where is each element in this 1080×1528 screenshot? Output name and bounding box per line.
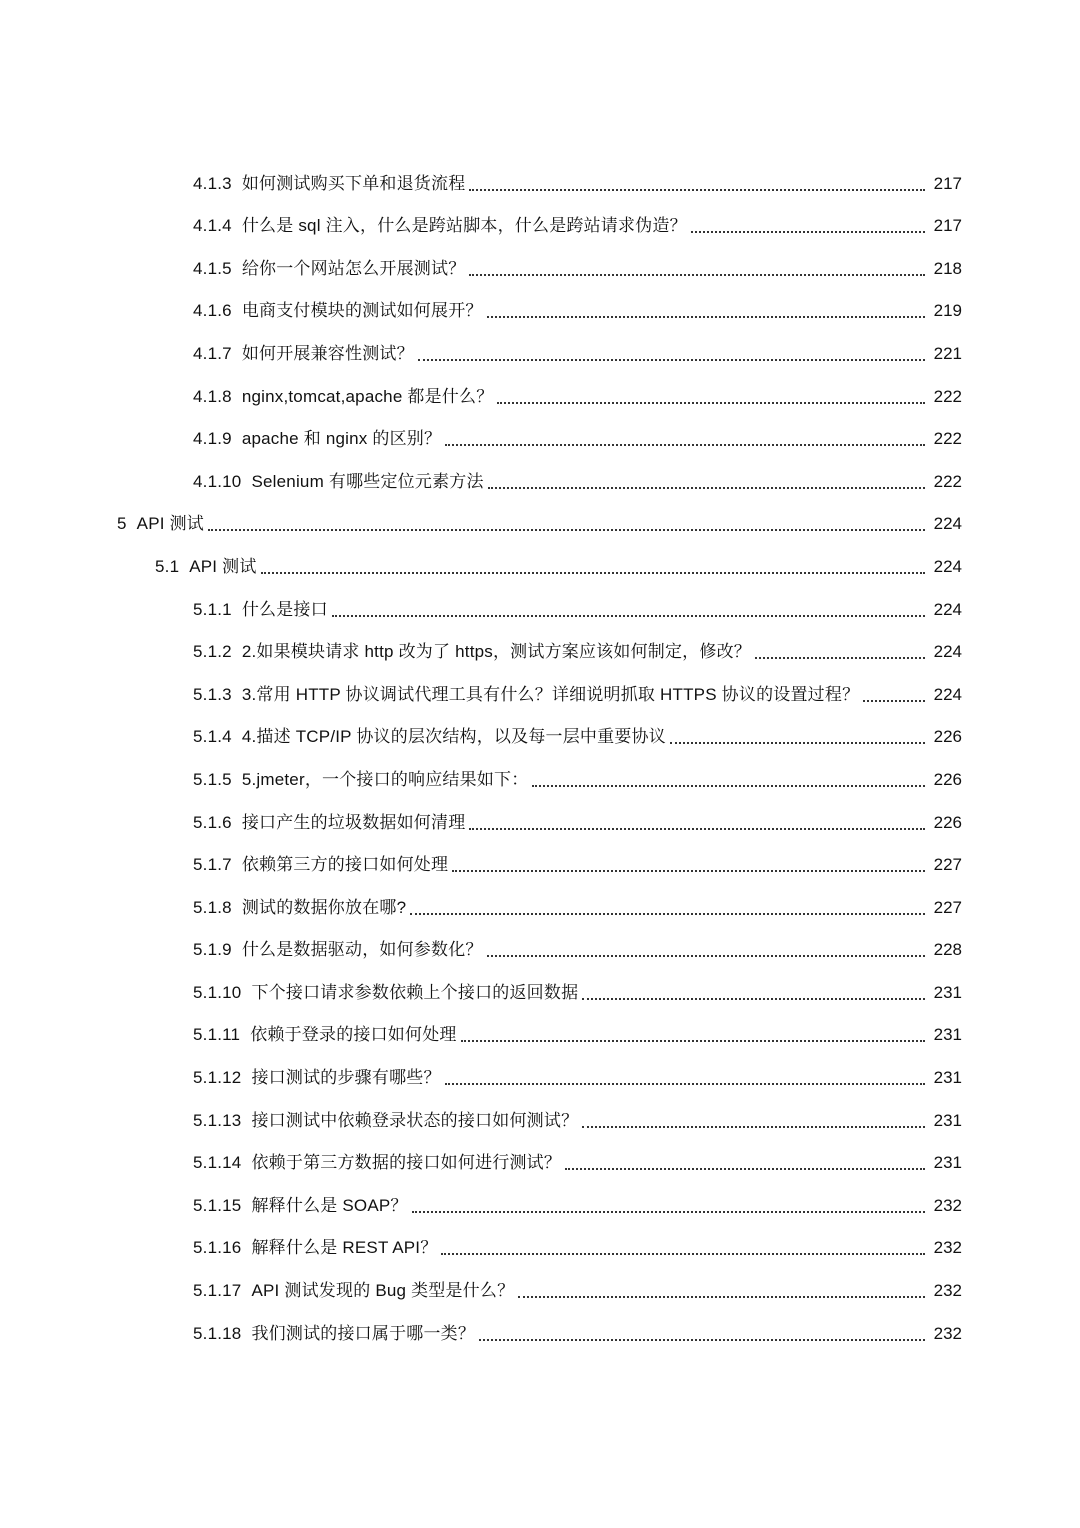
- toc-entry[interactable]: [0, 1310, 1080, 1353]
- toc-entry-text: [193, 812, 465, 834]
- toc-entry-title: 4.描述 TCP/IP 协议的层次结构，以及每一层中重要协议: [241, 727, 666, 747]
- toc-entry[interactable]: [0, 160, 1080, 203]
- toc-entry-number: 5.1.14: [193, 1153, 242, 1173]
- toc-dot-leader: [445, 1082, 925, 1085]
- toc-dot-leader: [582, 1125, 925, 1128]
- toc-dot-leader: [469, 827, 925, 830]
- toc-entry[interactable]: [0, 927, 1080, 970]
- toc-page-number: 226: [933, 812, 962, 832]
- toc-dot-leader: [461, 1039, 925, 1042]
- toc-entry-title: 接口产生的垃圾数据如何清理: [241, 812, 466, 832]
- toc-dot-leader: [487, 315, 925, 318]
- toc-entry-text: [193, 428, 441, 450]
- toc-entry[interactable]: [0, 842, 1080, 885]
- toc-dot-leader: [518, 1295, 925, 1298]
- toc-entry-title: 解释什么是 REST API？: [251, 1238, 438, 1258]
- toc-entry-text: [117, 513, 204, 535]
- toc-entry[interactable]: [0, 543, 1080, 586]
- toc-entry[interactable]: [0, 1225, 1080, 1268]
- toc-entry[interactable]: [0, 671, 1080, 714]
- toc-entry-number: 4.1.7: [193, 343, 232, 363]
- toc-page-number: 222: [933, 471, 962, 491]
- toc-entry-text: [155, 556, 257, 578]
- toc-page-number: 224: [933, 556, 962, 576]
- toc-page-number: 227: [933, 897, 962, 917]
- toc-entry-text: [193, 769, 528, 791]
- toc-dot-leader: [445, 443, 925, 446]
- toc-entry-title: 什么是数据驱动，如何参数化？: [241, 940, 483, 960]
- toc-entry[interactable]: [0, 586, 1080, 629]
- toc-entry-title: 接口测试中依赖登录状态的接口如何测试？: [251, 1110, 579, 1130]
- toc-entry-text: [193, 1024, 457, 1046]
- toc-entry-title: API 测试发现的 Bug 类型是什么？: [251, 1281, 515, 1301]
- toc-entry-text: [193, 1280, 514, 1302]
- toc-entry-number: 4.1.5: [193, 258, 232, 278]
- toc-entry-text: [193, 471, 484, 493]
- toc-page-number: 228: [933, 940, 962, 960]
- toc-page-number: 232: [933, 1238, 962, 1258]
- toc-entry-text: [193, 1195, 408, 1217]
- toc-entry[interactable]: [0, 969, 1080, 1012]
- toc-page-number: 226: [933, 727, 962, 747]
- toc-entry-title: 电商支付模块的测试如何展开？: [241, 301, 483, 321]
- toc-page-number: 224: [933, 514, 962, 534]
- toc-entry-number: 4.1.3: [193, 173, 232, 193]
- toc-entry-title: 测试的数据你放在哪?: [241, 897, 407, 917]
- toc-entry-number: 5.1.5: [193, 769, 232, 789]
- toc-dot-leader: [863, 699, 925, 702]
- toc-entry-number: 5.1.10: [193, 982, 242, 1002]
- toc-entry-title: 依赖于登录的接口如何处理: [250, 1025, 457, 1045]
- toc-entry-title: 5.jmeter，一个接口的响应结果如下：: [241, 769, 529, 789]
- toc-page-number: 231: [933, 1110, 962, 1130]
- toc-entry[interactable]: [0, 1012, 1080, 1055]
- toc-entry-text: [193, 1067, 441, 1089]
- toc-entry[interactable]: [0, 1097, 1080, 1140]
- toc-entry[interactable]: [0, 458, 1080, 501]
- toc-dot-leader: [469, 188, 925, 191]
- toc-entry-number: 4.1.10: [193, 471, 242, 491]
- toc-entry-number: 5.1.12: [193, 1068, 242, 1088]
- toc-entry-text: [193, 982, 578, 1004]
- toc-page-number: 231: [933, 1153, 962, 1173]
- toc-entry-title: nginx,tomcat,apache 都是什么？: [241, 386, 494, 406]
- toc-entry-text: [193, 726, 666, 748]
- toc-page-number: 232: [933, 1323, 962, 1343]
- toc-page-number: 231: [933, 982, 962, 1002]
- toc-dot-leader: [487, 954, 925, 957]
- toc-entry-number: 4.1.6: [193, 301, 232, 321]
- toc-entry-title: API 测试: [136, 514, 204, 534]
- toc-entry[interactable]: [0, 245, 1080, 288]
- toc-dot-leader: [412, 1210, 925, 1213]
- toc-dot-leader: [691, 230, 925, 233]
- toc-dot-leader: [670, 741, 925, 744]
- toc-page-number: 217: [933, 216, 962, 236]
- toc-entry-text: [193, 684, 859, 706]
- toc-entry-number: 4.1.8: [193, 386, 232, 406]
- toc-entry-text: [193, 173, 465, 195]
- toc-entry-number: 5.1.13: [193, 1110, 242, 1130]
- toc-dot-leader: [452, 869, 925, 872]
- toc-entry-title: 如何开展兼容性测试？: [241, 343, 414, 363]
- toc-entry-text: [193, 386, 493, 408]
- toc-page-number: 231: [933, 1025, 962, 1045]
- toc-entry-text: [193, 1237, 437, 1259]
- toc-entry[interactable]: [0, 1140, 1080, 1183]
- toc-page-number: 226: [933, 769, 962, 789]
- toc-entry-title: 接口测试的步骤有哪些？: [251, 1068, 441, 1088]
- toc-entry-text: [193, 641, 751, 663]
- toc-page-number: 219: [933, 301, 962, 321]
- toc-entry-text: [193, 258, 465, 280]
- toc-entry[interactable]: [0, 288, 1080, 331]
- toc-entry-number: 5.1.9: [193, 940, 232, 960]
- toc-dot-leader: [332, 614, 925, 617]
- toc-entry-number: 5.1.4: [193, 727, 232, 747]
- toc-entry-text: [193, 343, 414, 365]
- toc-dot-leader: [441, 1252, 925, 1255]
- toc-entry-number: 5.1.7: [193, 855, 232, 875]
- toc-page-number: 232: [933, 1281, 962, 1301]
- toc-entry-title: 给你一个网站怎么开展测试？: [241, 258, 466, 278]
- toc-dot-leader: [532, 784, 925, 787]
- toc-page-number: 232: [933, 1195, 962, 1215]
- toc-entry-number: 5.1.6: [193, 812, 232, 832]
- toc-entry-title: 如何测试购买下单和退货流程: [241, 173, 466, 193]
- toc-page-number: 224: [933, 599, 962, 619]
- toc-entry-number: 5.1.2: [193, 642, 232, 662]
- toc-entry-title: 解释什么是 SOAP？: [251, 1195, 408, 1215]
- toc-entry-text: [193, 939, 483, 961]
- toc-entry-number: 5.1: [155, 556, 180, 576]
- toc-page-number: 217: [933, 173, 962, 193]
- toc-entry-title: 3.常用 HTTP 协议调试代理工具有什么？详细说明抓取 HTTPS 协议的设置过程？: [241, 684, 860, 704]
- toc-dot-leader: [497, 401, 925, 404]
- toc-entry-text: [193, 300, 483, 322]
- toc-entry[interactable]: [0, 203, 1080, 246]
- toc-entry-title: apache 和 nginx 的区别？: [241, 429, 442, 449]
- toc-entry[interactable]: [0, 1267, 1080, 1310]
- toc-entry-number: 5.1.18: [193, 1323, 242, 1343]
- toc-dot-leader: [565, 1167, 925, 1170]
- toc-entry-number: 5.1.3: [193, 684, 232, 704]
- toc-entry-title: 我们测试的接口属于哪一类？: [251, 1323, 476, 1343]
- toc-entry-number: 5.1.17: [193, 1281, 242, 1301]
- toc-page-number: 231: [933, 1068, 962, 1088]
- toc-entry-title: API 测试: [189, 556, 257, 576]
- toc-entry-number: 5: [117, 514, 127, 534]
- toc-entry[interactable]: [0, 416, 1080, 459]
- toc-page-number: 224: [933, 684, 962, 704]
- toc-entry[interactable]: [0, 373, 1080, 416]
- toc-entry-number: 5.1.16: [193, 1238, 242, 1258]
- toc-page-number: 222: [933, 386, 962, 406]
- toc-entry[interactable]: [0, 1182, 1080, 1225]
- toc-page-number: 227: [933, 855, 962, 875]
- toc-entry[interactable]: [0, 629, 1080, 672]
- table-of-contents: [0, 160, 1080, 1353]
- toc-entry-title: 什么是接口: [241, 599, 328, 619]
- toc-dot-leader: [488, 486, 925, 489]
- toc-page-number: 218: [933, 258, 962, 278]
- toc-entry-number: 5.1.11: [193, 1025, 241, 1045]
- toc-page-number: 221: [933, 343, 962, 363]
- toc-entry[interactable]: [0, 714, 1080, 757]
- toc-entry-number: 5.1.1: [193, 599, 232, 619]
- toc-dot-leader: [410, 912, 925, 915]
- toc-entry-number: 4.1.4: [193, 216, 232, 236]
- toc-entry-text: [193, 599, 328, 621]
- toc-page-number: 222: [933, 429, 962, 449]
- toc-entry-title: 什么是 sql 注入，什么是跨站脚本，什么是跨站请求伪造？: [241, 216, 687, 236]
- toc-entry[interactable]: [0, 799, 1080, 842]
- toc-entry-text: [193, 1323, 475, 1345]
- toc-entry-title: 依赖于第三方数据的接口如何进行测试？: [251, 1153, 562, 1173]
- toc-entry-title: 2.如果模块请求 http 改为了 https，测试方案应该如何制定，修改？: [241, 642, 751, 662]
- toc-page-number: 224: [933, 642, 962, 662]
- toc-entry-title: 依赖第三方的接口如何处理: [241, 855, 449, 875]
- toc-dot-leader: [418, 358, 925, 361]
- toc-entry-number: 5.1.15: [193, 1195, 242, 1215]
- toc-entry-text: [193, 854, 448, 876]
- toc-dot-leader: [261, 571, 925, 574]
- toc-dot-leader: [755, 656, 925, 659]
- toc-entry-number: 4.1.9: [193, 429, 232, 449]
- toc-entry[interactable]: [0, 330, 1080, 373]
- toc-entry-text: [193, 897, 406, 919]
- toc-entry[interactable]: [0, 756, 1080, 799]
- toc-entry-title: Selenium 有哪些定位元素方法: [251, 471, 484, 491]
- toc-entry-title: 下个接口请求参数依赖上个接口的返回数据: [251, 982, 579, 1002]
- toc-entry[interactable]: [0, 884, 1080, 927]
- toc-dot-leader: [582, 997, 925, 1000]
- toc-entry-number: 5.1.8: [193, 897, 232, 917]
- toc-entry[interactable]: [0, 1054, 1080, 1097]
- toc-entry-text: [193, 1110, 578, 1132]
- toc-dot-leader: [469, 273, 925, 276]
- toc-entry[interactable]: [0, 501, 1080, 544]
- toc-entry-text: [193, 215, 687, 237]
- toc-dot-leader: [479, 1338, 925, 1341]
- toc-dot-leader: [208, 528, 925, 531]
- toc-entry-text: [193, 1152, 561, 1174]
